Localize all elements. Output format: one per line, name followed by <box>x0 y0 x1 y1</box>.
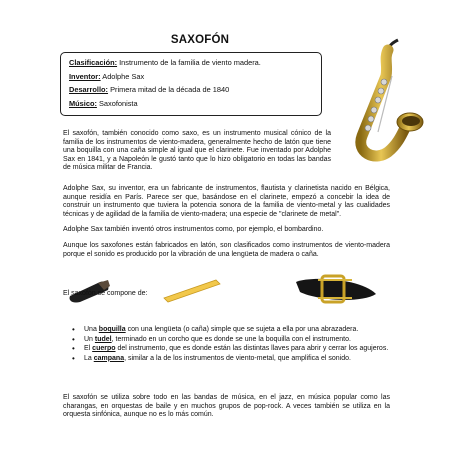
other-inventions-paragraph: Adolphe Sax también inventó otros instrumentos como, por ejemplo, el bombardino. <box>63 226 324 233</box>
inventor-paragraph: Adolphe Sax, su inventor, era un fabricante de instrumentos, flautista y clarinetista nacido en Bélgica, aunque residía en París. Parece ser que, basándose en el clarinete, empezó a concebir la idea de construir un instrumento que tuviera la potencia sonora de la familia de viento-metal y las cualidades técnicas y de agilidad de la familia de viento-madera; una especie de "clarinete de metal". <box>63 185 390 218</box>
saxophone-photo <box>328 36 438 166</box>
list-item: • El cuerpo del instrumento, que es donde están las distintas llaves para abrir y cerrar los agujeros. <box>84 345 406 354</box>
info-row-classification: Clasificación: Instrumento de la familia de viento madera. <box>69 58 261 67</box>
list-item: • La campana, similar a la de los instrumentos de viento-metal, que amplifica el sonido. <box>84 355 406 364</box>
components-intro: El saxofón se compone de: <box>63 290 148 297</box>
info-row-musician: Músico: Saxofonista <box>69 98 138 108</box>
components-list <box>72 326 406 364</box>
usage-paragraph: El saxofón se utiliza sobre todo en las bandas de música, en el jazz, en música popular como las charangas, en orquestas de baile y en muchos grupos de pop-rock. A veces también se utiliza en la orquesta sinfónica, aunque no es lo más común. <box>63 394 390 419</box>
page-title: SAXOFÓN <box>170 34 230 46</box>
accessory-images <box>60 270 400 306</box>
list-item: • Un tudel, terminado en un corcho que es donde se une la boquilla con el instrumento. <box>84 336 406 345</box>
info-row-development: Desarrollo: Primera mitad de la década de 1840 <box>69 85 230 95</box>
info-box <box>60 52 322 116</box>
classification-paragraph: Aunque los saxofones están fabricados en latón, son clasificados como instrumentos de viento-madera porque el sonido es producido por la vibración de una lengüeta de madera o caña. <box>63 242 390 258</box>
list-item: • Una boquilla con una lengüeta (o caña) simple que se sujeta a ella por una abrazadera. <box>84 326 406 335</box>
intro-paragraph: El saxofón, también conocido como saxo, es un instrumento musical cónico de la familia de los instrumentos de viento-madera, generalmente hecho de latón que tiene una boquilla con una caña simple al igual que el clarinete. Fue inventado por Adolphe Sax en 1841, y a Napoleón le gustó tanto que lo hizo obligatorio en todas las bandas de música militar de Francia. <box>63 130 331 172</box>
info-row-inventor: Inventor: Adolphe Sax <box>69 71 145 81</box>
